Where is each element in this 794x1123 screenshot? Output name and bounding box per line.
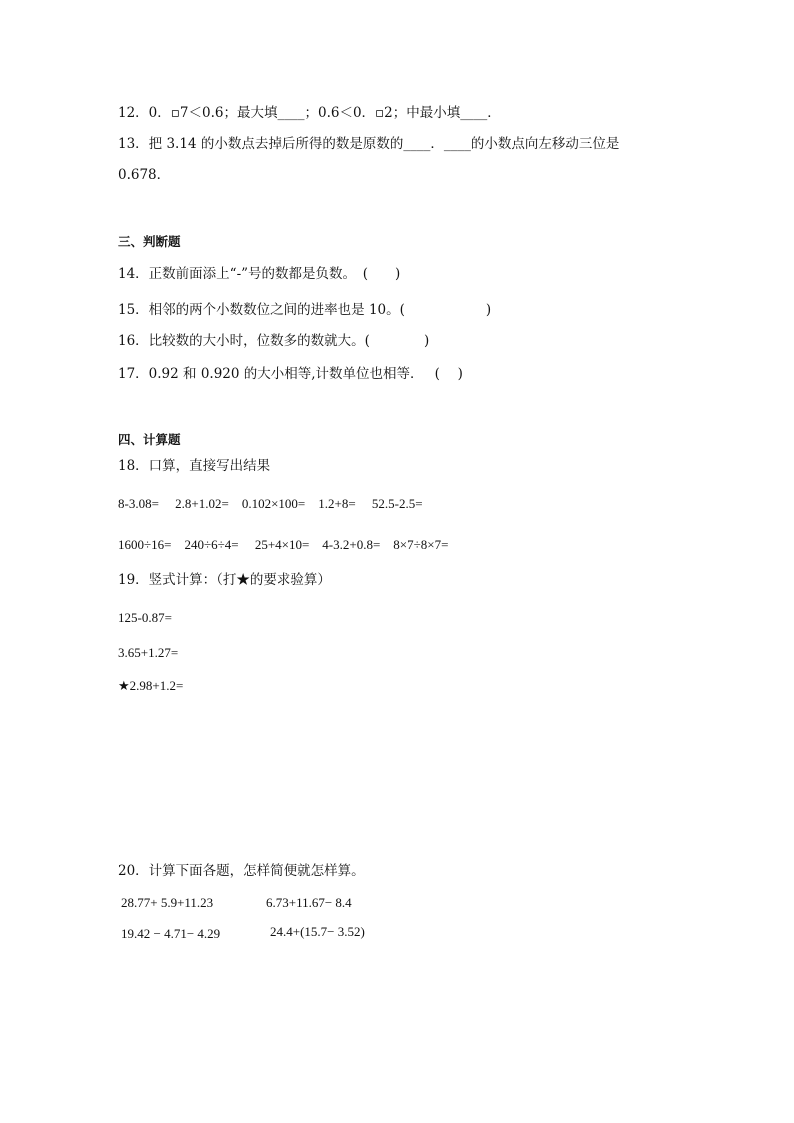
- question-14: 14．正数前面添上“-”号的数都是负数。 ( ): [118, 266, 401, 282]
- question-20-item: 28.77+ 5.9+11.23: [121, 895, 214, 910]
- section-4-heading: 四、计算题: [118, 432, 181, 447]
- question-17: 17．0.92 和 0.920 的大小相等,计数单位也相等． ( ): [118, 366, 463, 382]
- question-19-title: 19．竖式计算：（打★的要求验算）: [118, 572, 331, 588]
- question-15: 15．相邻的两个小数数位之间的进率也是 10。( ): [118, 302, 492, 318]
- question-12: 12．0．▫7＜0.6；最大填____；0.6＜0．▫2；中最小填____．: [118, 105, 501, 121]
- question-19-item: ★2.98+1.2=: [118, 678, 184, 693]
- question-20-item: 6.73+11.67− 8.4: [266, 895, 352, 910]
- question-13-line-2: 0.678．: [118, 167, 171, 183]
- question-18-row-2: 1600÷16= 240÷6÷4= 25+4×10= 4-3.2+0.8= 8×7÷8×7=: [118, 537, 449, 552]
- question-20-item: 19.42 − 4.71− 4.29: [121, 926, 221, 941]
- question-13-line-1: 13．把 3.14 的小数点去掉后所得的数是原数的____．____的小数点向左移动三位是: [118, 136, 620, 152]
- question-19-item: 3.65+1.27=: [118, 645, 179, 660]
- question-18-title: 18．口算，直接写出结果: [118, 458, 271, 474]
- question-18-row-1: 8-3.08= 2.8+1.02= 0.102×100= 1.2+8= 52.5-2.5=: [118, 496, 423, 511]
- question-20-title: 20．计算下面各题，怎样简便就怎样算。: [118, 863, 365, 879]
- question-19-item: 125-0.87=: [118, 610, 172, 625]
- question-20-item: 24.4+(15.7− 3.52): [270, 924, 365, 939]
- question-16: 16．比较数的大小时，位数多的数就大。( ): [118, 333, 430, 349]
- section-3-heading: 三、判断题: [118, 234, 181, 249]
